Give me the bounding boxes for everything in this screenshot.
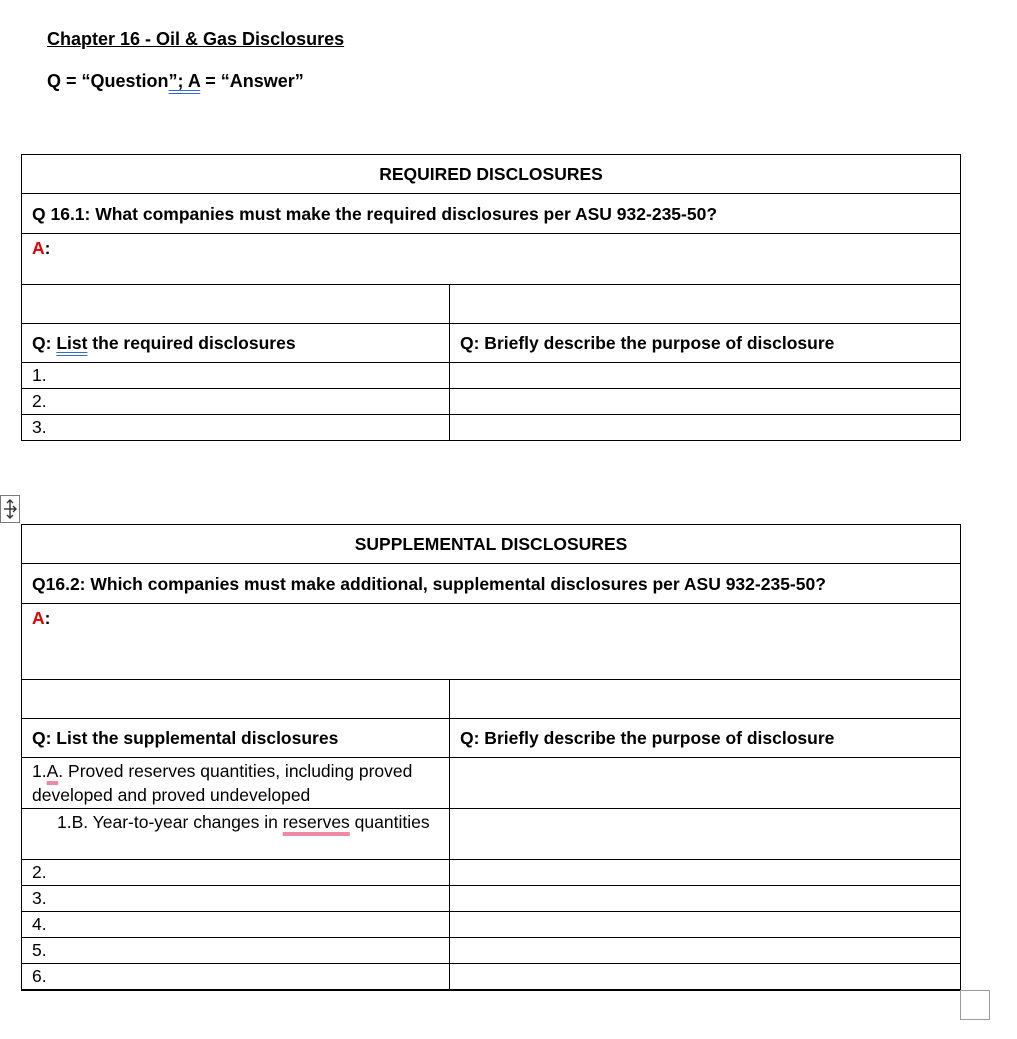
row-1a-spell-flag[interactable]: A xyxy=(46,761,59,781)
qa-legend xyxy=(47,71,304,92)
supplemental-header[interactable]: SUPPLEMENTAL DISCLOSURES xyxy=(22,525,961,564)
table-row xyxy=(22,564,961,604)
purpose-cell[interactable] xyxy=(450,415,961,441)
move-arrows-icon xyxy=(2,498,18,520)
table-row xyxy=(22,194,961,234)
purpose-cell[interactable] xyxy=(450,912,961,938)
table-row xyxy=(22,415,961,441)
legend-end: = “Answer” xyxy=(200,71,304,91)
answer-colon: : xyxy=(44,608,51,628)
chapter-title: Chapter 16 - Oil & Gas Disclosures xyxy=(47,29,345,49)
table-row xyxy=(22,234,961,285)
supplemental-row-number[interactable]: 3. xyxy=(22,886,450,912)
blank-cell[interactable] xyxy=(22,680,450,719)
answer-colon: : xyxy=(44,238,51,258)
table-row xyxy=(22,155,961,194)
table-row xyxy=(22,680,961,719)
table-row xyxy=(22,938,961,964)
supplemental-row-number[interactable]: 4. xyxy=(22,912,450,938)
required-row-number[interactable]: 2. xyxy=(22,389,450,415)
purpose-cell[interactable] xyxy=(450,389,961,415)
supplemental-row-number[interactable]: 6. xyxy=(22,964,450,990)
table-row xyxy=(22,886,961,912)
purpose-cell[interactable] xyxy=(450,886,961,912)
resize-handle-icon[interactable] xyxy=(960,990,990,1020)
required-row-number[interactable]: 3. xyxy=(22,415,450,441)
purpose-cell[interactable] xyxy=(450,758,961,809)
blank-cell[interactable] xyxy=(450,680,961,719)
supplemental-answer-cell[interactable] xyxy=(22,604,961,680)
purpose-cell[interactable] xyxy=(450,363,961,389)
supplemental-list-header[interactable]: Q: List the supplemental disclosures xyxy=(22,719,450,758)
row-1a-text: . Proved reserves quantities, including proved developed and proved undeveloped xyxy=(32,761,413,805)
row-1b-spell-flag[interactable]: reserves xyxy=(282,812,350,832)
table-row xyxy=(22,604,961,680)
required-header[interactable]: REQUIRED DISCLOSURES xyxy=(22,155,961,194)
required-question[interactable]: Q 16.1: What companies must make the required disclosures per ASU 932-235-50? xyxy=(22,194,961,234)
supplemental-row-1b[interactable] xyxy=(22,809,450,860)
required-purpose-header[interactable]: Q: Briefly describe the purpose of disclosure xyxy=(450,324,961,363)
table-row xyxy=(22,324,961,363)
table-row xyxy=(22,389,961,415)
supplemental-question[interactable]: Q16.2: Which companies must make additional, supplemental disclosures per ASU 932-235-50? xyxy=(22,564,961,604)
required-list-header[interactable] xyxy=(22,324,450,363)
supplemental-row-number[interactable]: 5. xyxy=(22,938,450,964)
table-row xyxy=(22,719,961,758)
row-1b-text: 1.B. Year-to-year changes in xyxy=(57,812,283,832)
row-1b-end: quantities xyxy=(349,812,430,832)
list-rest: the required disclosures xyxy=(87,333,296,353)
row-1a-number: 1. xyxy=(32,761,47,781)
table-move-handle[interactable] xyxy=(0,495,20,523)
table-row xyxy=(22,525,961,564)
purpose-cell[interactable] xyxy=(450,860,961,886)
list-grammar-flag[interactable]: List xyxy=(56,333,88,353)
table-row xyxy=(22,809,961,860)
table-row xyxy=(22,860,961,886)
blank-cell[interactable] xyxy=(22,285,450,324)
supplemental-purpose-header[interactable]: Q: Briefly describe the purpose of disclosure xyxy=(450,719,961,758)
purpose-cell[interactable] xyxy=(450,938,961,964)
required-row-number[interactable]: 1. xyxy=(22,363,450,389)
answer-label: A xyxy=(32,608,45,628)
table-row xyxy=(22,758,961,809)
table-row xyxy=(22,964,961,990)
purpose-cell[interactable] xyxy=(450,964,961,990)
table-row xyxy=(22,285,961,324)
table-row xyxy=(22,912,961,938)
required-answer-cell[interactable] xyxy=(22,234,961,285)
answer-label: A xyxy=(32,238,45,258)
required-disclosures-table xyxy=(21,154,961,441)
supplemental-disclosures-table xyxy=(21,524,961,991)
list-prefix: Q: xyxy=(32,333,57,353)
purpose-cell[interactable] xyxy=(450,809,961,860)
supplemental-row-1a[interactable] xyxy=(22,758,450,809)
blank-cell[interactable] xyxy=(450,285,961,324)
legend-grammar-flag[interactable]: ”; A xyxy=(168,71,201,91)
supplemental-row-number[interactable]: 2. xyxy=(22,860,450,886)
table-row xyxy=(22,363,961,389)
legend-start: Q = “Question xyxy=(47,71,169,91)
